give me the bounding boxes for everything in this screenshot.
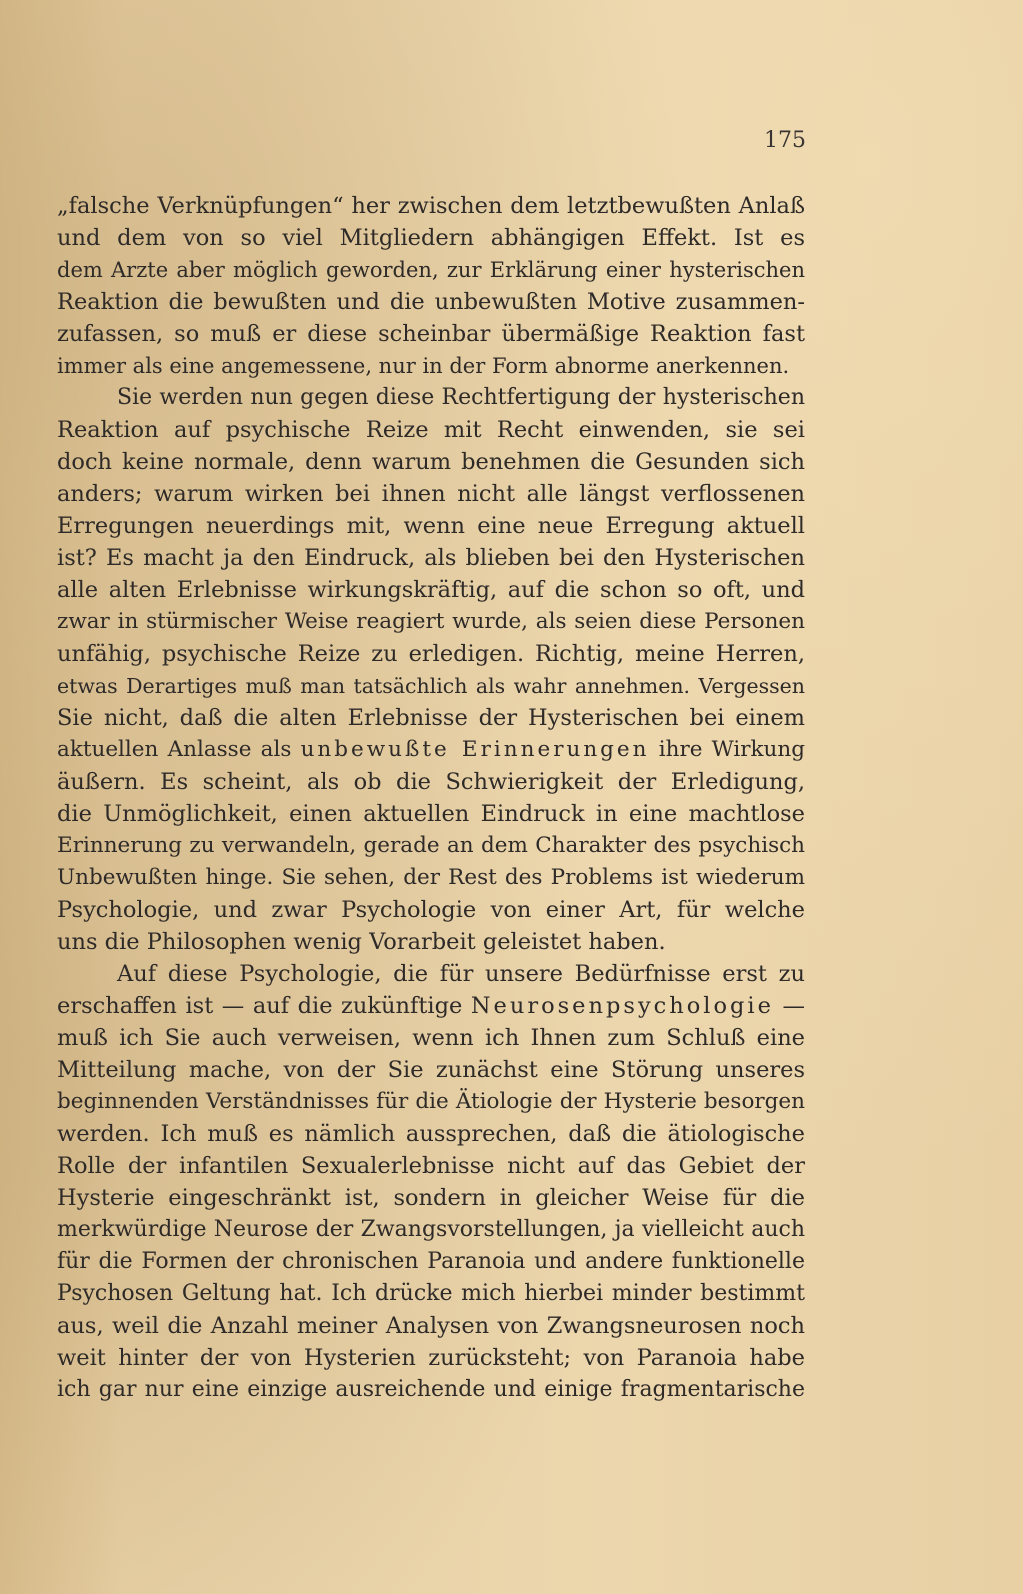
text-segment: — [773, 993, 805, 1019]
text-line: ist? Es macht ja den Eindruck, als blieben bei den Hysterischen [57, 545, 805, 571]
paragraph-start-line: Sie werden nun gegen diese Rechtfertigung der hysterischen [117, 385, 805, 410]
text-line: ich gar nur eine einzige ausreichende und einige fragmentarische [57, 1377, 805, 1402]
text-line: Sie nicht, daß die alten Erlebnisse der Hysterischen bei einem [57, 705, 805, 731]
text-line: zwar in stürmischer Weise reagiert wurde, als seien diese Personen [57, 609, 805, 634]
text-segment: erschaffen ist — auf die zukünftige [57, 993, 471, 1019]
text-line: Psychologie, und zwar Psychologie von einer Art, für welche [57, 897, 805, 923]
text-line: muß ich Sie auch verweisen, wenn ich Ihnen zum Schluß eine [57, 1025, 805, 1051]
text-line [57, 734, 805, 766]
text-segment: aktuellen Anlasse als [57, 737, 301, 762]
text-line: uns die Philosophen wenig Vorarbeit geleistet haben. [57, 929, 666, 955]
paragraph-start-line: Auf diese Psychologie, die für unsere Bedürfnisse erst zu [117, 961, 805, 987]
text-line: die Unmöglichkeit, einen aktuellen Eindruck in eine machtlose [57, 801, 805, 827]
text-line: unfähig, psychische Reize zu erledigen. Richtig, meine Herren, [57, 641, 805, 667]
text-line: doch keine normale, denn warum benehmen die Gesunden sich [57, 449, 805, 475]
text-line: Rolle der infantilen Sexualerlebnisse nicht auf das Gebiet der [57, 1153, 805, 1179]
text-line: alle alten Erlebnisse wirkungskräftig, auf die schon so oft, und [57, 577, 805, 603]
text-line: Psychosen Geltung hat. Ich drücke mich hierbei minder bestimmt [57, 1281, 805, 1306]
text-line: Mitteilung mache, von der Sie zunächst eine Störung unseres [57, 1057, 805, 1083]
text-line: „falsche Verknüpfungen“ her zwischen dem letztbewußten Anlaß [57, 193, 805, 219]
text-line: Erregungen neuerdings mit, wenn eine neue Erregung aktuell [57, 513, 805, 539]
text-line: weit hinter der von Hysterien zurücksteht; von Paranoia habe [57, 1345, 805, 1371]
text-line: immer als eine angemessene, nur in der Form abnorme anerkennen. [57, 354, 790, 378]
text-segment: ihre Wirkung [649, 737, 805, 762]
text-line: Unbewußten hinge. Sie sehen, der Rest des Problems ist wiederum [57, 865, 805, 890]
text-line: für die Formen der chronischen Paranoia und andere funktionelle [57, 1249, 805, 1274]
text-line [57, 990, 805, 1022]
text-line: Reaktion die bewußten und die unbewußten Motive zusammen- [57, 289, 805, 315]
text-line: zufassen, so muß er diese scheinbar übermäßige Reaktion fast [57, 321, 805, 347]
text-line: etwas Derartiges muß man tatsächlich als wahr annehmen. Vergessen [57, 674, 805, 698]
page-number: 175 [764, 128, 806, 153]
text-line: Hysterie eingeschränkt ist, sondern in gleicher Weise für die [57, 1185, 805, 1211]
body-text [57, 190, 805, 1406]
text-line: dem Arzte aber möglich geworden, zur Erklärung einer hysterischen [57, 258, 805, 282]
text-line: Erinnerung zu verwandeln, gerade an dem Charakter des psychisch [57, 833, 805, 858]
text-line: aus, weil die Anzahl meiner Analysen von Zwangsneurosen noch [57, 1313, 805, 1339]
text-line: äußern. Es scheint, als ob die Schwierigkeit der Erledigung, [57, 769, 805, 795]
text-line: beginnenden Verständnisses für die Ätiologie der Hysterie besorgen [57, 1089, 805, 1114]
text-line: werden. Ich muß es nämlich aussprechen, daß die ätiologische [57, 1121, 805, 1147]
text-line: merkwürdige Neurose der Zwangsvorstellungen, ja vielleicht auch [57, 1217, 805, 1242]
emphasized-text: Neurosenpsychologie [470, 993, 774, 1019]
text-line: Reaktion auf psychische Reize mit Recht einwenden, sie sei [57, 417, 805, 443]
emphasized-text: unbewußte Erinnerungen [300, 737, 650, 762]
text-line: anders; warum wirken bei ihnen nicht alle längst verflossenen [57, 481, 805, 507]
text-line: und dem von so viel Mitgliedern abhängigen Effekt. Ist es [57, 225, 805, 251]
